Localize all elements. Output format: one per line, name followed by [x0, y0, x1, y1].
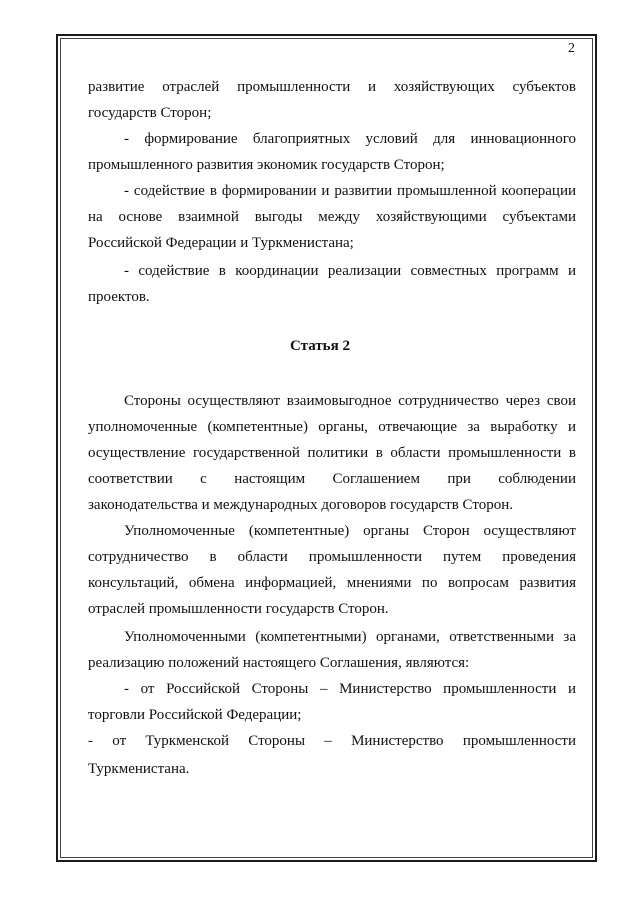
text-line: отраслей промышленности государств Сторон.	[88, 601, 389, 617]
text-line: Уполномоченными (компетентными) органами, ответственными за	[124, 629, 576, 645]
text-line: реализацию положений настоящего Соглашения, являются:	[88, 655, 470, 671]
text-line: - содействие в формировании и развитии промышленной кооперации	[124, 183, 576, 199]
text-line: консультаций, обмена информацией, мнениями по вопросам развития	[88, 575, 576, 591]
text-line: на основе взаимной выгоды между хозяйствующими субъектами	[88, 209, 576, 225]
text-line: Уполномоченные (компетентные) органы Сторон осуществляют	[124, 523, 576, 539]
text-line: промышленного развития экономик государств Сторон;	[88, 157, 445, 173]
text-line: - формирование благоприятных условий для инновационного	[124, 131, 576, 147]
text-line: проектов.	[88, 289, 150, 305]
text-line: осуществление государственной политики в области промышленности в	[88, 445, 576, 461]
text-line: - от Туркменской Стороны – Министерство промышленности	[88, 733, 576, 749]
text-line: государств Сторон;	[88, 105, 212, 121]
text-line: сотрудничество в области промышленности путем проведения	[88, 549, 576, 565]
text-line: уполномоченные (компетентные) органы, отвечающие за выработку и	[88, 419, 576, 435]
text-line: Российской Федерации и Туркменистана;	[88, 235, 354, 251]
text-line: Туркменистана.	[88, 761, 190, 777]
text-line: соответствии с настоящим Соглашением при соблюдении	[88, 471, 576, 487]
text-line: - от Российской Стороны – Министерство промышленности и	[124, 681, 576, 697]
text-line: Стороны осуществляют взаимовыгодное сотрудничество через свои	[124, 393, 576, 409]
text-line: развитие отраслей промышленности и хозяйствующих субъектов	[88, 79, 576, 95]
article-heading: Статья 2	[290, 338, 350, 354]
text-line: - содействие в координации реализации совместных программ и	[124, 263, 576, 279]
text-line: законодательства и международных договоров государств Сторон.	[88, 497, 513, 513]
text-line: торговли Российской Федерации;	[88, 707, 302, 723]
page-number: 2	[568, 41, 575, 56]
